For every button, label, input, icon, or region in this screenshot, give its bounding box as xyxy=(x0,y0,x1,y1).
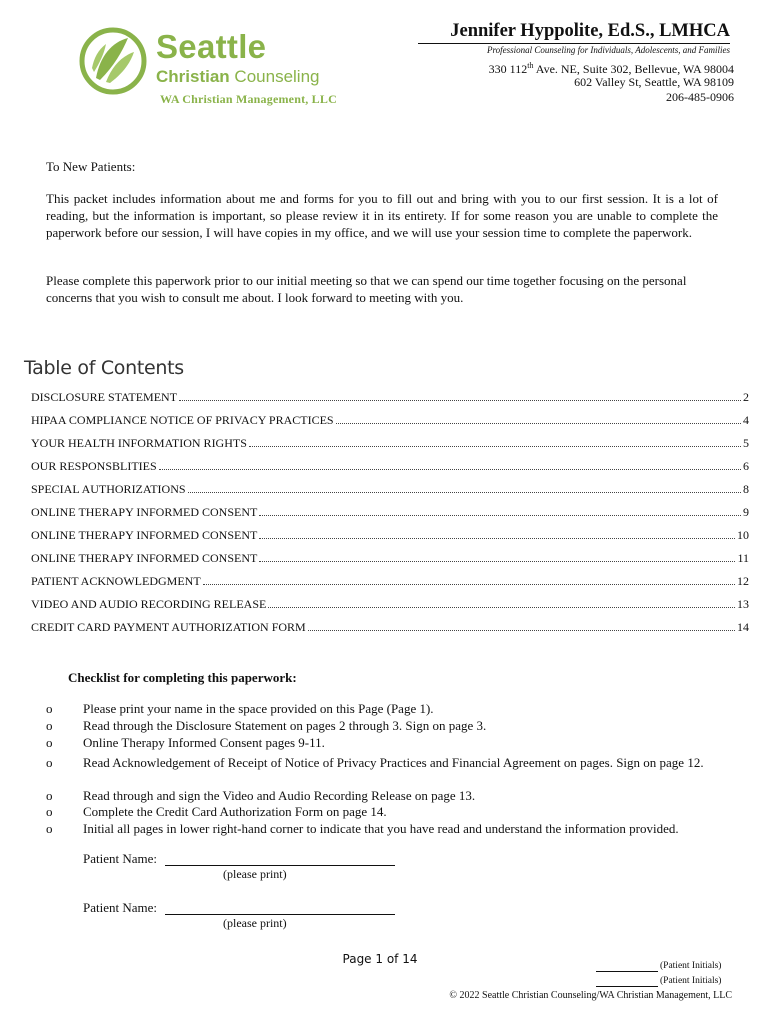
toc-entry[interactable] xyxy=(31,411,749,429)
toc-entry-label: ONLINE THERAPY INFORMED CONSENT xyxy=(31,551,258,565)
toc-entry-page: 10 xyxy=(737,528,749,542)
address-seattle: 602 Valley St, Seattle, WA 98109 xyxy=(574,75,734,89)
toc-entry-page: 13 xyxy=(737,597,749,611)
leaf-logo-icon xyxy=(78,26,148,96)
toc-entry-page: 9 xyxy=(743,505,749,519)
patient-name-field[interactable] xyxy=(165,913,395,915)
patient-initials-field[interactable] xyxy=(596,970,658,972)
letter-paragraph-2: Please complete this paperwork prior to our initial meeting so that we can spend our time together focusing on the personal concerns that you wish to consult me about. I look forward to meeting with you. xyxy=(46,273,687,305)
toc-entry[interactable] xyxy=(31,526,749,544)
toc-leader-dots xyxy=(308,618,735,631)
toc-leader-dots xyxy=(203,572,735,585)
toc-leader-dots xyxy=(268,595,735,608)
toc-leader-dots xyxy=(249,434,741,447)
toc-entry-label: SPECIAL AUTHORIZATIONS xyxy=(31,482,186,496)
logo-christian-counseling-text xyxy=(156,68,319,85)
toc-entry[interactable] xyxy=(31,480,749,498)
phone-number: 206-485-0906 xyxy=(666,90,734,104)
address-street-rest: Ave. NE, Suite 302, Bellevue, WA 98004 xyxy=(533,62,734,76)
checklist-bullet-icon: o xyxy=(46,788,53,803)
toc-entry-page: 5 xyxy=(743,436,749,450)
toc-entry[interactable] xyxy=(31,618,749,636)
toc-entry-page: 14 xyxy=(737,620,749,634)
patient-name-label: Patient Name: xyxy=(83,900,158,915)
address-ordinal-suffix: th xyxy=(527,61,534,70)
patient-name-hint: (please print) xyxy=(223,867,287,881)
toc-entry[interactable] xyxy=(31,503,749,521)
toc-entry-label: OUR RESPONSBLITIES xyxy=(31,459,157,473)
letter-paragraph-1: This packet includes information about me and forms for you to fill out and bring with you to our first session. It is a lot of reading, but the information is important, so please review it in its entirety. If for some reason you are unable to complete the paperwork before our session, I will have copies in my office, and we will use your session time to complete the paperwork. xyxy=(46,191,718,240)
page-number: Page 1 of 14 xyxy=(342,952,418,966)
toc-leader-dots xyxy=(259,549,735,562)
toc-entry[interactable] xyxy=(31,549,749,567)
toc-entry-label: HIPAA COMPLIANCE NOTICE OF PRIVACY PRACTICES xyxy=(31,413,334,427)
toc-entry-page: 12 xyxy=(737,574,749,588)
toc-entry[interactable] xyxy=(31,595,749,613)
toc-entry[interactable] xyxy=(31,434,749,452)
toc-entry-label: ONLINE THERAPY INFORMED CONSENT xyxy=(31,528,258,542)
toc-entry[interactable] xyxy=(31,457,749,475)
checklist-bullet-icon: o xyxy=(46,755,53,770)
logo-seattle-text: Seattle xyxy=(156,28,267,65)
toc-entry-label: VIDEO AND AUDIO RECORDING RELEASE xyxy=(31,597,267,611)
checklist-bullet-icon: o xyxy=(46,718,53,733)
toc-entry-label: CREDIT CARD PAYMENT AUTHORIZATION FORM xyxy=(31,620,306,634)
logo-counseling-word: Counseling xyxy=(234,67,320,86)
toc-entry-page: 2 xyxy=(743,390,749,404)
checklist-bullet-icon: o xyxy=(46,701,53,716)
toc-leader-dots xyxy=(159,457,741,470)
patient-name-hint: (please print) xyxy=(223,916,287,930)
toc-entry[interactable] xyxy=(31,388,749,406)
toc-leader-dots xyxy=(179,388,741,401)
toc-entry-page: 11 xyxy=(737,551,749,565)
toc-entry[interactable] xyxy=(31,572,749,590)
toc-entry-label: PATIENT ACKNOWLEDGMENT xyxy=(31,574,201,588)
checklist-item: Read through and sign the Video and Audio Recording Release on page 13. xyxy=(83,788,476,803)
letter-greeting: To New Patients: xyxy=(46,159,136,174)
address-street-number: 330 112 xyxy=(488,62,528,76)
patient-initials-field[interactable] xyxy=(596,985,658,987)
toc-entry-label: ONLINE THERAPY INFORMED CONSENT xyxy=(31,505,258,519)
checklist-title: Checklist for completing this paperwork: xyxy=(68,670,297,685)
toc-leader-dots xyxy=(188,480,741,493)
checklist-bullet-icon: o xyxy=(46,735,53,750)
copyright-notice: © 2022 Seattle Christian Counseling/WA Christian Management, LLC xyxy=(449,990,732,1001)
checklist-item: Please print your name in the space provided on this Page (Page 1). xyxy=(83,701,434,716)
toc-leader-dots xyxy=(336,411,741,424)
provider-name: Jennifer Hyppolite, Ed.S., LMHCA xyxy=(418,20,730,44)
checklist-item: Read through the Disclosure Statement on pages 2 through 3. Sign on page 3. xyxy=(83,718,487,733)
address-bellevue xyxy=(404,59,734,76)
checklist-item: Complete the Credit Card Authorization Form on page 14. xyxy=(83,804,387,819)
patient-name-field[interactable] xyxy=(165,864,395,866)
toc-entry-page: 6 xyxy=(743,459,749,473)
toc-entry-page: 4 xyxy=(743,413,749,427)
patient-name-label: Patient Name: xyxy=(83,851,158,866)
toc-entry-label: DISCLOSURE STATEMENT xyxy=(31,390,178,404)
toc-entry-label: YOUR HEALTH INFORMATION RIGHTS xyxy=(31,436,247,450)
checklist-bullet-icon: o xyxy=(46,821,53,836)
practice-tagline: Professional Counseling for Individuals, Adolescents, and Families xyxy=(487,45,730,55)
toc-entry-page: 8 xyxy=(743,482,749,496)
logo-christian-word: Christian xyxy=(156,67,230,86)
checklist-bullet-icon: o xyxy=(46,804,53,819)
patient-initials-label: (Patient Initials) xyxy=(660,961,722,971)
checklist-item: Read Acknowledgement of Receipt of Notice of Privacy Practices and Financial Agreement on pages. Sign on page 12. xyxy=(83,755,704,770)
toc-leader-dots xyxy=(259,526,735,539)
checklist-item: Online Therapy Informed Consent pages 9-11. xyxy=(83,735,325,750)
toc-leader-dots xyxy=(259,503,741,516)
patient-initials-label: (Patient Initials) xyxy=(660,976,722,986)
toc-heading: Table of Contents xyxy=(24,357,184,379)
logo-subtitle: WA Christian Management, LLC xyxy=(160,92,337,106)
checklist-item: Initial all pages in lower right-hand corner to indicate that you have read and understand the information provided. xyxy=(83,821,679,836)
